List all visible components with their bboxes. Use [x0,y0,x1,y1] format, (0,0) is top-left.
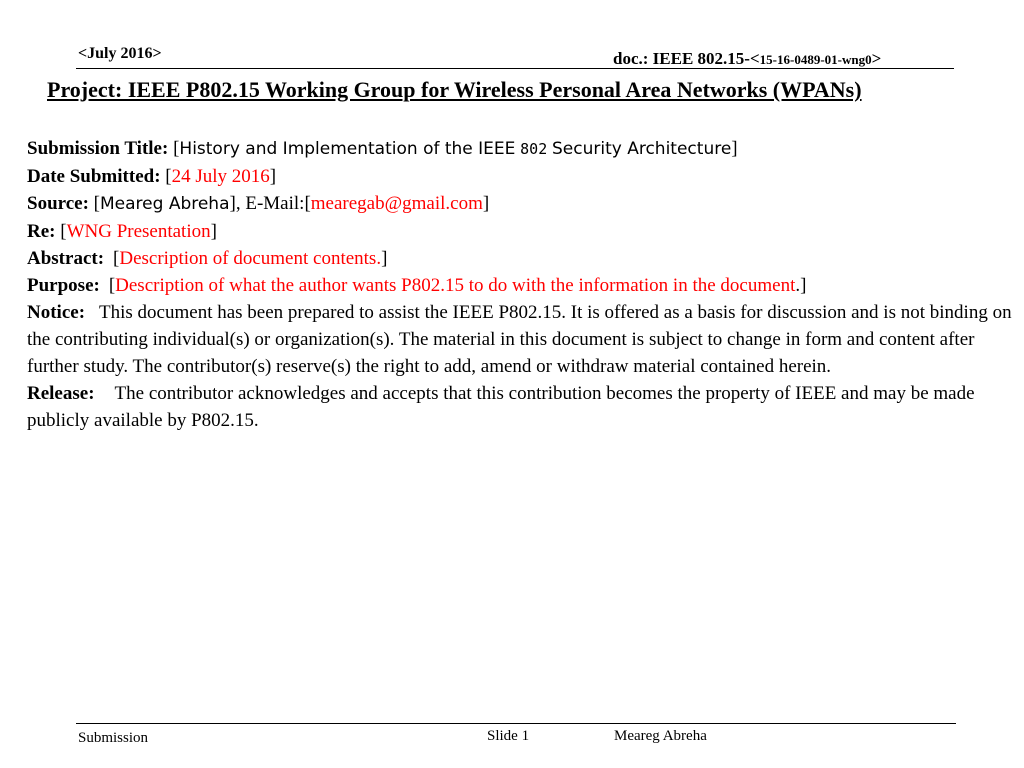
date-submitted-label: Date Submitted: [27,166,161,187]
footer-submission: Submission [78,730,149,746]
source-label: Source: [27,193,89,214]
source-name: Meareg Abreha [100,194,230,214]
abstract-value: Description of document contents. [119,248,382,269]
abstract-open: [ [113,248,120,269]
re-value: WNG Presentation [66,221,211,242]
submission-title-open: [ [173,138,180,159]
header-divider [76,68,954,69]
date-submitted-open: [ [165,166,172,187]
notice-paragraph [27,299,1017,380]
release-paragraph [27,380,1017,434]
header-date: <July 2016> [78,45,162,62]
release-label: Release: [27,383,95,404]
release-text: The contributor acknowledges and accepts that this contribution becomes the property of IEEE and may be made publicly available by P802.15. [27,383,975,431]
re-close: ] [210,221,217,242]
submission-title-label: Submission Title: [27,138,169,159]
re-open: [ [60,221,67,242]
purpose-value: Description of what the author wants P802.15 to do with the information in the document [115,275,796,296]
submission-title-text-b: 802 [520,140,548,158]
submission-title-text-a: History and Implementation of the IEEE [179,139,516,159]
doc-id-suffix: > [871,49,882,68]
date-submitted-line [27,163,1017,190]
notice-text: This document has been prepared to assist the IEEE P802.15. It is offered as a basis for discussion and is not binding on the contributing individual(s) or organization(s). The material in this document is subject to change in form and content after further study. The contributor(s) reserve(s) the right to add, amend or withdraw material contained herein. [27,302,1012,377]
submission-title-close: ] [731,138,738,159]
footer-divider [76,723,956,724]
footer-slide-number: Slide 1 [487,728,530,744]
purpose-label: Purpose: [27,275,100,296]
purpose-line [27,272,1017,299]
submission-title-line [27,135,1017,163]
source-close: ] [482,193,490,214]
source-email: mearegab@gmail.com [310,193,483,214]
notice-label: Notice: [27,302,86,323]
purpose-open: [ [108,275,116,296]
header-doc-id [613,49,881,69]
abstract-line [27,245,1017,272]
date-submitted-value: 24 July 2016 [171,166,270,187]
source-middle: ], E-Mail:[ [229,193,311,214]
source-line [27,190,1017,218]
re-label: Re: [27,221,56,242]
purpose-close: .] [795,275,807,296]
date-submitted-close: ] [269,166,277,187]
doc-id-prefix: doc.: IEEE 802.15-< [613,49,760,68]
submission-title-text-c: Security Architecture [552,139,732,159]
footer-author: Meareg Abreha [614,728,707,744]
source-open: [ [93,193,100,214]
abstract-label: Abstract: [27,248,105,269]
project-title: Project: IEEE P802.15 Working Group for Wireless Personal Area Networks (WPANs) [47,77,862,102]
doc-id-number: 15-16-0489-01-wng0 [759,52,872,67]
re-line [27,218,1017,245]
document-body [27,135,1017,434]
abstract-close: ] [381,248,388,269]
